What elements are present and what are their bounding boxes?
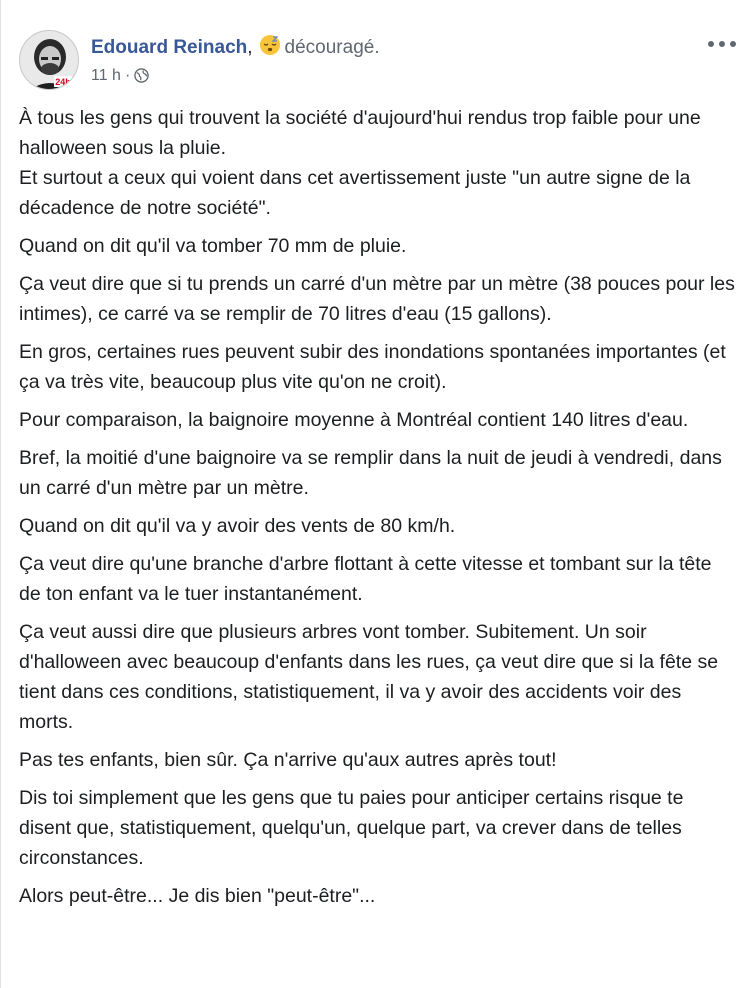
post-paragraph: En gros, certaines rues peuvent subir des inondations spontanées importantes (et ça va très vite, beaucoup plus vite qu'on ne croit).	[19, 341, 726, 393]
post-text	[19, 103, 737, 919]
post-paragraph: Ça veut dire que si tu prends un carré d'un mètre par un mètre (38 pouces pour les intimes), ce carré va se remplir de 70 litres d'eau (15 gallons).	[19, 273, 735, 325]
post-meta	[91, 66, 149, 89]
post-paragraph: Bref, la moitié d'une baignoire va se remplir dans la nuit de jeudi à vendredi, dans un carré d'un mètre par un mètre.	[19, 447, 722, 499]
post-paragraph: Dis toi simplement que les gens que tu paies pour anticiper certains risque te disent que, statistiquement, quelqu'un, quelque part, va crever dans de telles circonstances.	[19, 787, 684, 869]
avatar[interactable]	[19, 30, 79, 90]
post-paragraph: Quand on dit qu'il va tomber 70 mm de pluie.	[19, 235, 407, 257]
author-comma: ,	[247, 37, 253, 58]
post-title-line	[91, 34, 380, 63]
globe-icon[interactable]	[134, 68, 149, 89]
more-options-dot	[730, 41, 736, 47]
post-paragraph: Quand on dit qu'il va y avoir des vents de 80 km/h.	[19, 515, 456, 537]
post-paragraph: Alors peut-être... Je dis bien "peut-être"...	[19, 885, 376, 907]
post-paragraph: Pas tes enfants, bien sûr. Ça n'arrive qu'aux autres après tout!	[19, 749, 557, 771]
author-name[interactable]: Edouard Reinach	[91, 37, 248, 58]
more-options-dot	[719, 41, 725, 47]
sleeping-face-emoji-icon	[259, 34, 281, 63]
post-timestamp[interactable]: 11 h	[91, 67, 121, 84]
post-paragraph: À tous les gens qui trouvent la société d'aujourd'hui rendus trop faible pour une halloween sous la pluie. Et surtout a ceux qui voient dans cet avertissement juste "un autre signe de la décadence de notre société".	[19, 107, 701, 219]
avatar-badge: 24h	[55, 77, 71, 87]
avatar-photo	[20, 31, 79, 90]
post-paragraph: Pour comparaison, la baignoire moyenne à Montréal contient 140 litres d'eau.	[19, 409, 689, 431]
post-paragraph: Ça veut dire qu'une branche d'arbre flottant à cette vitesse et tombant sur la tête de ton enfant va le tuer instantanément.	[19, 553, 712, 605]
more-options-button[interactable]	[708, 36, 738, 52]
post-paragraph: Ça veut aussi dire que plusieurs arbres vont tomber. Subitement. Un soir d'halloween avec beaucoup d'enfants dans les rues, ça veut dire que si la fête se tient dans ces conditions, statistiquement, il va y avoir des accidents voir des morts.	[19, 621, 719, 733]
feeling-text: découragé.	[284, 37, 380, 58]
more-options-icon	[708, 41, 714, 47]
post-header	[19, 30, 719, 90]
meta-separator: ·	[124, 67, 131, 84]
